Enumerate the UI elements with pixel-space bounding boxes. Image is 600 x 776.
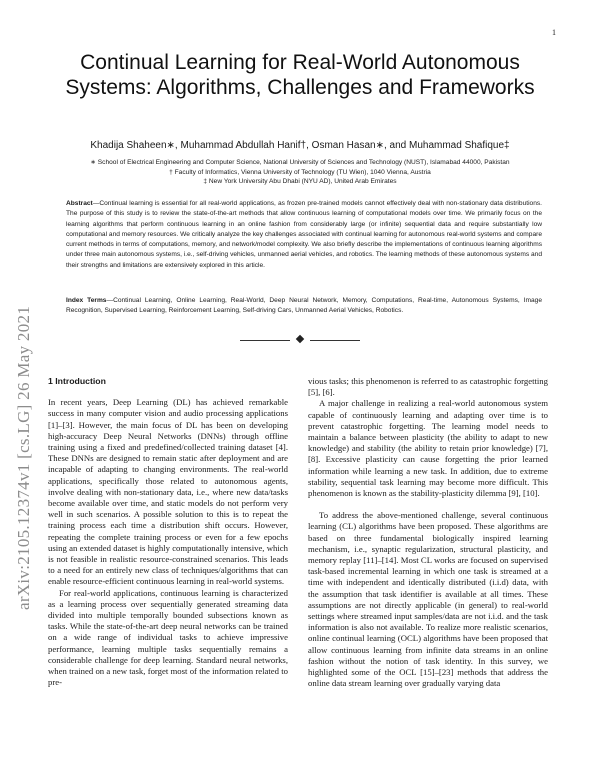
right-column — [308, 376, 548, 689]
body-paragraph: To address the above-mentioned challenge, several continuous learning (CL) algorithms have been proposed. These algorithms are based on three fundamental biologically inspired learning mechanism, i.e., synaptic regularization, structural plasticity, and memory replay [11]–[14]. Most CL works are focused on supervised task-based incremental learning in which one task is streamed at a time with independent and identically distributed (i.i.d) data, with the assumption that task identifier is available at all times. These assumptions are not directly applicable (in general) to real-world settings where streamed input samples/data are not i.i.d. and the task information is also not available. To realize more realistic scenarios, online continual learning (OCL) algorithms have been proposed that allow continuous learning from infinite data streams in an online fashion without the notion of task identity. In this survey, we highlighted some of the OCL [15]–[23] methods that address the online data stream learning over gradually varying data — [308, 510, 548, 689]
affiliation-nyu-ad: ‡ New York University Abu Dhabi (NYU AD), United Arab Emirates — [203, 178, 397, 185]
affiliations — [40, 158, 560, 187]
abstract-text: —Continual learning is essential for all real-world applications, as frozen pre-trained models cannot effectively deal with non-stationary data distributions. The purpose of this study is to review the state-of-the-art methods that allow continuous learning of computational models over time. We primarily focus on the learning algorithms that perform continuous learning in an online fashion from considerably large (or infinite) sequential data and require substantially low computational and memory resources. We critically analyze the key challenges associated with continual learning for autonomous real-world systems and compare current methods in terms of computations, memory, and network/model complexity. We also briefly describe the implementations of continuous learning algorithms under three main autonomous systems, i.e., self-driving vehicles, unmanned aerial vehicles, and robotics. The learning methods of these autonomous systems and their strengths and limitations are extensively explored in this article. — [66, 200, 542, 269]
affiliation-tu-wien: † Faculty of Informatics, Vienna University of Technology (TU Wien), 1040 Vienna, Austria — [169, 168, 431, 176]
body-paragraph: For real-world applications, continuous learning is characterized as a learning process over sequentially generated streaming data divided into multiple temporally bounded subsections known as tasks. While the state-of-the-art deep neural networks can be trained on a wide range of individual tasks to achieve impressive performance, learning multiple tasks sequentially remains a considerable challenge for deep learning. Standard neural networks, when trained on a new task, forget most of the information related to pre- — [48, 587, 288, 688]
divider-line-left — [240, 340, 290, 341]
author-list: Khadija Shaheen∗, Muhammad Abdullah Hanif†, Osman Hasan∗, and Muhammad Shafique‡ — [90, 140, 510, 151]
index-terms-text: —Continual Learning, Online Learning, Real-World, Deep Neural Network, Memory, Computations, Real-time, Autonomous Systems, Image Recognition, Supervised Learning, Reinforcement Learning, Self-driving Cars, Unmanned Aerial Vehicles, Robotics. — [66, 297, 542, 315]
section-divider — [240, 336, 360, 344]
divider-line-right — [310, 340, 360, 341]
arxiv-identifier: arXiv:2105.12374v1 [cs.LG] 26 May 2021 — [14, 305, 33, 610]
page-number: 1 — [552, 28, 556, 37]
left-column — [48, 376, 288, 688]
body-paragraph: A major challenge in realizing a real-world autonomous system capable of continuously learning and adapting over time is to prevent catastrophic forgetting. The learning model needs to maintain a balance between plasticity (the ability to adapt to new knowledge) and stability (the ability to retain prior knowledge) [7], [8]. Excessive plasticity can cause forgetting the prior learned information while learning a new task. In addition, due to extreme stability, sequential task learning may become more difficult. This phenomenon is known as the stability-plasticity dilemma [9], [10]. — [308, 398, 548, 499]
body-paragraph: In recent years, Deep Learning (DL) has achieved remarkable success in many computer vision and audio processing applications [1]–[3]. However, the main focus of DL has been on developing high-accuracy Deep Neural Networks (DNNs) through offline training using a fixed and predefined/collected training dataset [4]. These DNNs are designed to remain static after deployment and are incapable of adapting to changing environments. The real-world applications, specifically those related to autonomous agents, involve dealing with non-stationary data, i.e., where new data/tasks become available over time, and static models do not perform very well in such scenarios. A possible solution to this is to repeat the training process each time a distribution shift occurs. However, repeating the complete training process or even for a few epochs using an extended dataset is highly computationally intensive, which is not feasible in realistic resource-constrained scenarios. This leads to a need for an entirely new class of techniques/algorithms that can enable resource-efficient continuous learning in real-world systems. — [48, 397, 288, 587]
index-terms-label: Index Terms — [66, 297, 107, 304]
index-terms — [66, 296, 542, 317]
paper-title: Continual Learning for Real-World Autonomous Systems: Algorithms, Challenges and Frameworks — [65, 51, 535, 99]
abstract-label: Abstract — [66, 200, 93, 207]
section-heading: 1 Introduction — [48, 376, 106, 386]
arxiv-sidebar — [8, 190, 48, 610]
diamond-icon — [296, 335, 304, 343]
body-paragraph: vious tasks; this phenomenon is referred to as catastrophic forgetting [5], [6]. — [308, 376, 548, 398]
affiliation-nust: ∗ School of Electrical Engineering and Computer Science, National University of Sciences and Technology (NUST), Islamabad 44000, Pakistan — [90, 159, 510, 166]
abstract — [66, 199, 542, 271]
